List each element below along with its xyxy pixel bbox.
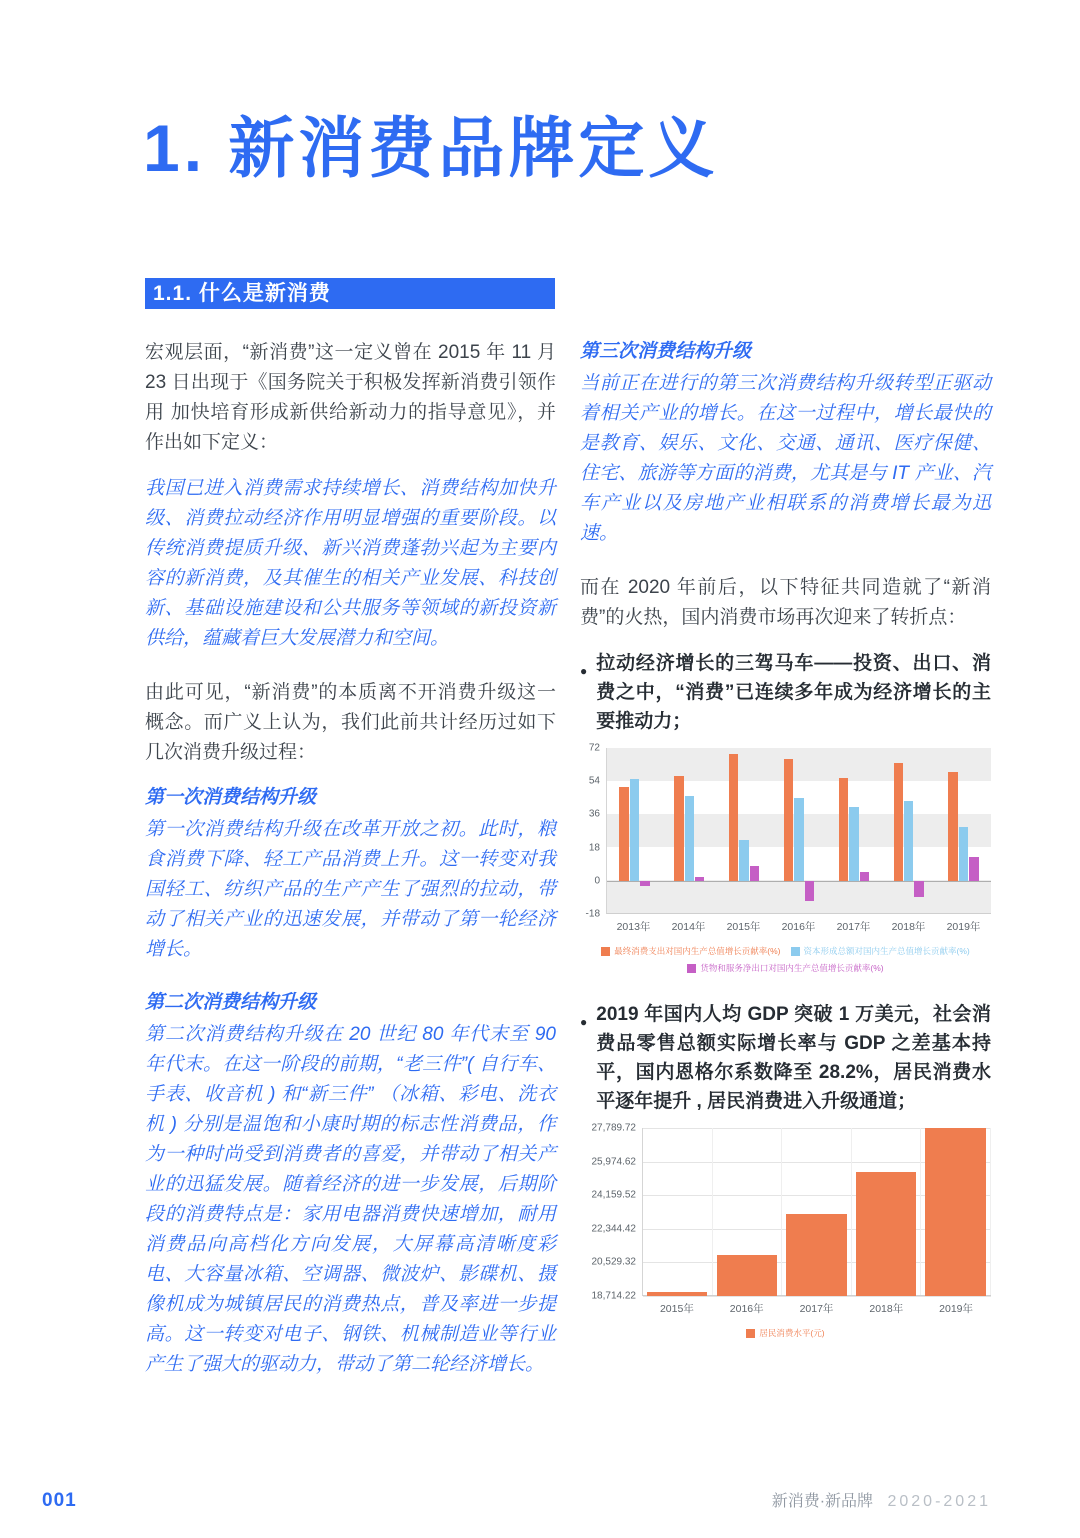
y-axis-label: 22,344.42 (591, 1223, 636, 1235)
x-axis-label: 2015年 (726, 921, 761, 933)
y-axis-label: 18 (588, 842, 600, 854)
chart-bar (904, 801, 913, 880)
y-axis-label: 72 (588, 742, 600, 754)
legend-item (746, 1327, 824, 1339)
bar-group (713, 1128, 783, 1295)
chart-bar (729, 754, 738, 881)
legend-item (601, 945, 780, 957)
x-axis-label: 2017年 (836, 921, 871, 933)
chart-plot-area (606, 748, 991, 914)
bullet-economy-driver (580, 649, 991, 736)
legend-item (687, 962, 883, 974)
legend-label: 最终消费支出对国内生产总值增长贡献率(%) (614, 946, 781, 956)
bar-group (921, 1128, 991, 1295)
right-column (580, 338, 991, 1404)
bar-group (717, 748, 772, 913)
chart-bar (948, 772, 957, 881)
chart-bar (925, 1128, 985, 1296)
chart-bar (674, 776, 683, 881)
x-axis-label: 2013年 (616, 921, 651, 933)
subheading-third-upgrade: 第三次消费结构升级 (580, 341, 752, 362)
y-axis-label: -18 (585, 908, 600, 920)
section-header-label: 1.1. 什么是新消费 (153, 282, 331, 305)
chart-legend (580, 1327, 991, 1339)
x-axis-label: 2018年 (891, 921, 926, 933)
x-axis-label: 2019年 (946, 921, 981, 933)
bullet-text: 拉动经济增长的三驾马车——投资、出口、消费之中，“消费”已连续多年成为经济增长的主要推动力； (596, 653, 991, 732)
chart-bar (695, 877, 704, 881)
chart-bar (750, 866, 759, 881)
y-axis-label: 18,714.22 (591, 1290, 636, 1302)
chart-bar (914, 881, 923, 898)
bar-group (607, 748, 662, 913)
chart-bar (969, 857, 978, 881)
bar-group (881, 748, 936, 913)
bar-group (643, 1128, 713, 1295)
third-upgrade-paragraph: 当前正在进行的第三次消费结构升级转型正驱动着相关产业的增长。在这一过程中，增长最快的是教育、娱乐、文化、交通、通讯、医疗保健、住宅、旅游等方面的消费，尤其是与 IT 产业、汽车产业以及房地产业相联系的消费增长最为迅速。 (580, 373, 991, 544)
bullet-text: 2019 年国内人均 GDP 突破 1 万美元，社会消费品零售总额实际增长率与 GDP 之差基本持平，国内恩格尔系数降至 28.2%，居民消费水平逐年提升 , 居民消费进入升级通道； (596, 1004, 991, 1112)
left-column (145, 338, 556, 1404)
chart-bar (784, 759, 793, 881)
page-number: 001 (42, 1490, 77, 1511)
x-axis-label: 2016年 (729, 1303, 764, 1315)
x-axis-label: 2017年 (799, 1303, 834, 1315)
bar-group (782, 1128, 852, 1295)
legend-swatch-icon (791, 947, 800, 956)
y-axis-label: 25,974.62 (591, 1156, 636, 1168)
bullet-icon: ● (580, 1015, 588, 1029)
x-axis-label: 2019年 (939, 1303, 974, 1315)
bar-group (662, 748, 717, 913)
page-title: 1. 新消费品牌定义 (143, 111, 719, 185)
transition-paragraph: 由此可见，“新消费”的本质离不开消费升级这一概念。而广义上认为，我们此前共计经历过如下几次消费升级过程： (145, 682, 556, 763)
x-axis-label: 2015年 (659, 1303, 694, 1315)
chart-bar (685, 796, 694, 881)
legend-swatch-icon (746, 1329, 755, 1338)
bullet-icon: ● (580, 664, 588, 678)
legend-label: 居民消费水平(元) (759, 1328, 825, 1338)
y-axis-label: 20,529.32 (591, 1256, 636, 1268)
bullet-gdp-per-capita (580, 1000, 991, 1116)
x-axis-label: 2018年 (869, 1303, 904, 1315)
chart-bar (849, 807, 858, 881)
bar-group (852, 1128, 922, 1295)
bar-group (772, 748, 827, 913)
chart-bar (794, 798, 803, 881)
two-column-body (145, 338, 991, 1404)
chart-bar (786, 1214, 846, 1296)
legend-swatch-icon (601, 947, 610, 956)
y-axis-label: 24,159.52 (591, 1189, 636, 1201)
chart-legend (580, 945, 991, 974)
y-axis-label: 54 (588, 775, 600, 787)
section-header (145, 278, 555, 309)
intro-paragraph: 宏观层面，“新消费”这一定义曾在 2015 年 11 月 23 日出现于《国务院关于积极发挥新消费引领作用 加快培育形成新供给新动力的指导意见》，并作出如下定义： (145, 342, 556, 453)
chart-bar (959, 827, 968, 880)
gridline (643, 1296, 991, 1297)
chart-bar (647, 1292, 707, 1296)
chart-plot-area (642, 1128, 991, 1296)
y-axis-label: 36 (588, 808, 600, 820)
y-axis-label: 27,789.72 (591, 1122, 636, 1134)
x-axis-label: 2016年 (781, 921, 816, 933)
turning-point-paragraph: 而在 2020 年前后，以下特征共同造就了“新消费”的火热，国内消费市场再次迎来了转折点： (580, 577, 991, 628)
legend-item (791, 945, 970, 957)
subheading-first-upgrade: 第一次消费结构升级 (145, 787, 317, 808)
chart-bar (856, 1172, 916, 1296)
bar-group (936, 748, 991, 913)
chart-bar (894, 763, 903, 881)
legend-swatch-icon (687, 964, 696, 973)
chart-bar (717, 1255, 777, 1296)
consumption-level-chart (580, 1122, 991, 1339)
x-axis-label: 2014年 (671, 921, 706, 933)
chart-bar (805, 881, 814, 901)
first-upgrade-paragraph: 第一次消费结构升级在改革开放之初。此时，粮食消费下降、轻工产品消费上升。这一转变对我国轻工、纺织产品的生产产生了强烈的拉动，带动了相关产业的迅速发展，并带动了第一轮经济增长。 (145, 819, 556, 960)
definition-quote: 我国已进入消费需求持续增长、消费结构加快升级、消费拉动经济作用明显增强的重要阶段。以传统消费提质升级、新兴消费蓬勃兴起为主要内容的新消费，及其催生的相关产业发展、科技创新、基础设施建设和公共服务等领域的新投资新供给，蕴藏着巨大发展潜力和空间。 (145, 478, 556, 649)
legend-label: 资本形成总额对国内生产总值增长贡献率(%) (803, 946, 970, 956)
footer-years: 2020-2021 (887, 1493, 991, 1510)
second-upgrade-paragraph: 第二次消费结构升级在 20 世纪 80 年代末至 90 年代末。在这一阶段的前期，“老三件”( 自行车、手表、收音机 ) 和“新三件” （冰箱、彩电、洗衣机 ) 分别是温饱和小康时期的标志性消费品，作为一种时尚受到消费者的喜爱，并带动了相关产业的迅猛发展。随着经济的进一步发展，后期阶段的消费特点是：家用电器消费快速增加，耐用消费品向高档化方向发展，大屏幕高清晰度彩电、大容量冰箱、空调器、微波炉、影碟机、摄像机成为城镇居民的消费热点，普及率进一步提高。这一转变对电子、钢铁、机械制造业等行业产生了强大的驱动力，带动了第二轮经济增长。 (145, 1024, 556, 1375)
chart-bar (839, 778, 848, 881)
chart-bar (739, 840, 748, 881)
footer-brand: 新消费·新品牌 (771, 1493, 874, 1510)
y-axis-label: 0 (594, 875, 600, 887)
footer (772, 1488, 991, 1511)
legend-label: 货物和服务净出口对国内生产总值增长贡献率(%) (700, 963, 884, 973)
chart-bar (619, 787, 628, 881)
gdp-contribution-chart (580, 742, 991, 974)
subheading-second-upgrade: 第二次消费结构升级 (145, 992, 317, 1013)
bar-group (826, 748, 881, 913)
chart-bar (860, 872, 869, 881)
chart-bar (630, 779, 639, 880)
chart-bar (640, 881, 649, 887)
